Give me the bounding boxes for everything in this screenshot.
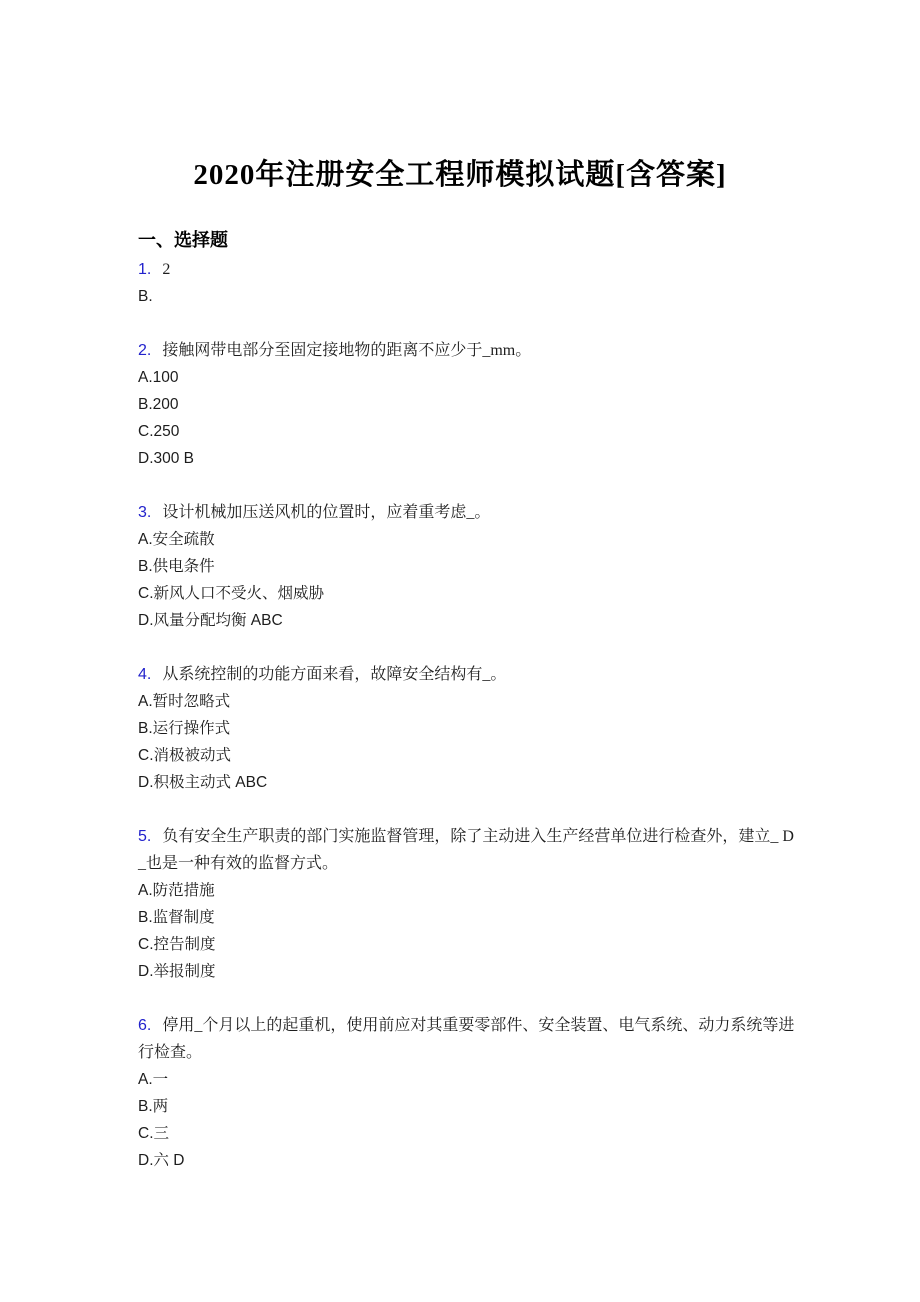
question-number: 3. bbox=[138, 504, 152, 521]
option-line: C.新风人口不受火、烟威胁 bbox=[138, 585, 325, 602]
document-body bbox=[138, 228, 796, 1174]
question-number: 2. bbox=[138, 342, 152, 359]
section-heading: 一、选择题 bbox=[138, 230, 228, 250]
option-line: B.供电条件 bbox=[138, 558, 215, 575]
option-line: C.250 bbox=[138, 423, 180, 440]
question-line bbox=[138, 823, 796, 877]
question-text: 设计机械加压送风机的位置时，应着重考虑_。 bbox=[162, 504, 491, 521]
question-block-5 bbox=[138, 823, 796, 985]
question-block-1 bbox=[138, 256, 796, 310]
question-text: 接触网带电部分至固定接地物的距离不应少于_mm。 bbox=[162, 342, 532, 359]
question-text: 停用_个月以上的起重机，使用前应对其重要零部件、安全装置、电气系统、动力系统等进行检查。 bbox=[138, 1017, 795, 1061]
question-text: 负有安全生产职责的部门实施监督管理，除了主动进入生产经营单位进行检查外，建立_ D _也是一种有效的监督方式。 bbox=[138, 828, 794, 872]
option-line: A.100 bbox=[138, 369, 179, 386]
question-number: 5. bbox=[138, 828, 152, 845]
option-line: D.举报制度 bbox=[138, 963, 216, 980]
option-line: C.三 bbox=[138, 1125, 170, 1142]
option-line: A.安全疏散 bbox=[138, 531, 215, 548]
option-line: A.一 bbox=[138, 1071, 169, 1088]
question-line bbox=[138, 1012, 796, 1066]
option-line: D.300 B bbox=[138, 450, 195, 467]
option-line: B.监督制度 bbox=[138, 909, 215, 926]
question-block-3 bbox=[138, 499, 796, 634]
option-line: A.暂时忽略式 bbox=[138, 693, 231, 710]
option-line: B.运行操作式 bbox=[138, 720, 231, 737]
question-line bbox=[138, 661, 796, 688]
option-line: D.积极主动式 ABC bbox=[138, 774, 268, 791]
option-line: D.六 D bbox=[138, 1152, 185, 1169]
option-line: C.消极被动式 bbox=[138, 747, 232, 764]
option-line: C.控告制度 bbox=[138, 936, 216, 953]
question-number: 6. bbox=[138, 1017, 152, 1034]
option-line: D.风量分配均衡 ABC bbox=[138, 612, 283, 629]
question-number: 4. bbox=[138, 666, 152, 683]
option-line: B.200 bbox=[138, 396, 179, 413]
question-block-2 bbox=[138, 337, 796, 472]
question-block-6 bbox=[138, 1012, 796, 1174]
question-text: 从系统控制的功能方面来看，故障安全结构有_。 bbox=[162, 666, 507, 683]
question-line bbox=[138, 499, 796, 526]
document-title: 2020年注册安全工程师模拟试题[含答案] bbox=[193, 159, 727, 191]
question-block-4 bbox=[138, 661, 796, 796]
question-line bbox=[138, 256, 796, 283]
option-line: A.防范措施 bbox=[138, 882, 215, 899]
question-line bbox=[138, 337, 796, 364]
question-text: 2 bbox=[162, 261, 171, 278]
option-line: B. bbox=[138, 288, 153, 305]
question-number: 1. bbox=[138, 261, 152, 278]
option-line: B.两 bbox=[138, 1098, 169, 1115]
